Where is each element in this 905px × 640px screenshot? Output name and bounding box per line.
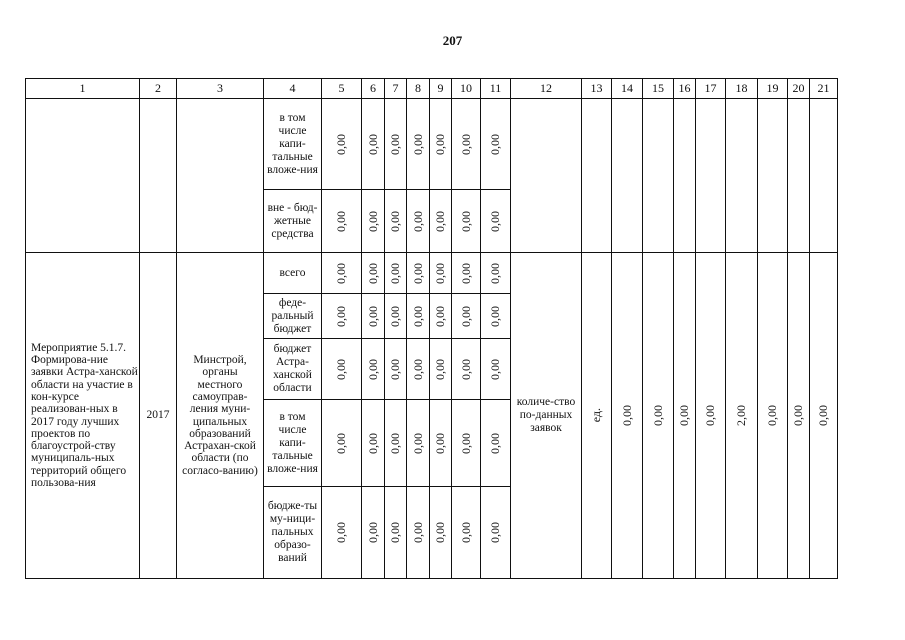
value-cell: 0,00 (452, 99, 481, 190)
indicator-value: 0,00 (643, 253, 674, 579)
empty-cell (582, 99, 612, 253)
program-table (25, 78, 838, 579)
header-cell: 16 (674, 79, 696, 99)
value-cell: 0,00 (322, 190, 362, 253)
header-cell: 6 (362, 79, 385, 99)
value-cell: 0,00 (430, 400, 452, 487)
empty-cell (26, 99, 140, 253)
value-cell: 0,00 (481, 487, 511, 579)
indicator-value: 0,00 (696, 253, 726, 579)
value-cell: 0,00 (481, 294, 511, 339)
header-cell: 1 (26, 79, 140, 99)
value-cell: 0,00 (407, 400, 430, 487)
header-cell: 12 (511, 79, 582, 99)
header-cell: 3 (177, 79, 264, 99)
value-cell: 0,00 (362, 487, 385, 579)
value-cell: 0,00 (362, 294, 385, 339)
header-cell: 19 (758, 79, 788, 99)
value-cell: 0,00 (407, 294, 430, 339)
header-cell: 5 (322, 79, 362, 99)
value-cell: 0,00 (322, 294, 362, 339)
value-cell: 0,00 (481, 339, 511, 400)
value-cell: 0,00 (362, 190, 385, 253)
value-cell: 0,00 (430, 294, 452, 339)
value-cell: 0,00 (481, 253, 511, 294)
indicator-value: 0,00 (612, 253, 643, 579)
value-cell: 0,00 (452, 253, 481, 294)
value-cell: 0,00 (407, 253, 430, 294)
value-cell: 0,00 (452, 400, 481, 487)
value-cell: 0,00 (452, 339, 481, 400)
value-cell: 0,00 (385, 339, 407, 400)
value-cell: 0,00 (322, 400, 362, 487)
header-cell: 4 (264, 79, 322, 99)
page-number: 207 (442, 33, 463, 48)
indicator-value: 0,00 (788, 253, 810, 579)
measure-year: 2017 (140, 253, 177, 579)
funding-source-label: феде-ральный бюджет (264, 294, 322, 339)
empty-cell (140, 99, 177, 253)
indicator-value: 0,00 (758, 253, 788, 579)
empty-cell (726, 99, 758, 253)
value-cell: 0,00 (322, 253, 362, 294)
value-cell: 0,00 (362, 339, 385, 400)
value-cell: 0,00 (385, 400, 407, 487)
funding-source-label: в том числе капи-тальные вложе-ния (264, 99, 322, 190)
empty-cell (511, 99, 582, 253)
header-cell: 18 (726, 79, 758, 99)
empty-cell (758, 99, 788, 253)
funding-source-label: в том числе капи-тальные вложе-ния (264, 400, 322, 487)
value-cell: 0,00 (452, 190, 481, 253)
value-cell: 0,00 (430, 99, 452, 190)
value-cell: 0,00 (385, 487, 407, 579)
value-cell: 0,00 (452, 294, 481, 339)
value-cell: 0,00 (481, 190, 511, 253)
value-cell: 0,00 (362, 253, 385, 294)
value-cell: 0,00 (407, 339, 430, 400)
funding-source-label: вне - бюд-жетные средства (264, 190, 322, 253)
value-cell: 0,00 (481, 99, 511, 190)
value-cell: 0,00 (362, 99, 385, 190)
value-cell: 0,00 (385, 99, 407, 190)
header-cell: 17 (696, 79, 726, 99)
value-cell: 0,00 (407, 190, 430, 253)
empty-cell (643, 99, 674, 253)
header-cell: 2 (140, 79, 177, 99)
value-cell: 0,00 (481, 400, 511, 487)
value-cell: 0,00 (452, 487, 481, 579)
indicator-unit: ед. (582, 253, 612, 579)
empty-cell (177, 99, 264, 253)
measure-name: Мероприятие 5.1.7. Формирова-ние заявки Астра-ханской области на участие в кон-курсе реализован-ных в 2017 году лучших проектов по благоустрой-ству муниципаль-ных территорий общего пользова-ния (26, 253, 140, 579)
header-cell: 8 (407, 79, 430, 99)
header-cell: 7 (385, 79, 407, 99)
empty-cell (674, 99, 696, 253)
value-cell: 0,00 (430, 487, 452, 579)
value-cell: 0,00 (430, 339, 452, 400)
value-cell: 0,00 (322, 487, 362, 579)
header-cell: 21 (810, 79, 838, 99)
header-cell: 10 (452, 79, 481, 99)
header-cell: 9 (430, 79, 452, 99)
value-cell: 0,00 (407, 99, 430, 190)
value-cell: 0,00 (322, 339, 362, 400)
value-cell: 0,00 (430, 253, 452, 294)
value-cell: 0,00 (385, 253, 407, 294)
value-cell: 0,00 (362, 400, 385, 487)
header-cell: 11 (481, 79, 511, 99)
funding-source-label: всего (264, 253, 322, 294)
indicator-name: количе-ство по-данных заявок (511, 253, 582, 579)
value-cell: 0,00 (322, 99, 362, 190)
value-cell: 0,00 (407, 487, 430, 579)
empty-cell (696, 99, 726, 253)
empty-cell (788, 99, 810, 253)
header-cell: 15 (643, 79, 674, 99)
indicator-value: 2,00 (726, 253, 758, 579)
empty-cell (612, 99, 643, 253)
measure-executor: Минстрой, органы местного самоуправ-ления муни-ципальных образований Астрахан-ской области (по согласо-ванию) (177, 253, 264, 579)
header-cell: 20 (788, 79, 810, 99)
indicator-value: 0,00 (674, 253, 696, 579)
header-cell: 13 (582, 79, 612, 99)
funding-source-label: бюджет Астра-ханской области (264, 339, 322, 400)
value-cell: 0,00 (385, 294, 407, 339)
value-cell: 0,00 (430, 190, 452, 253)
empty-cell (810, 99, 838, 253)
header-cell: 14 (612, 79, 643, 99)
funding-source-label: бюдже-ты му-ници-пальных образо-ваний (264, 487, 322, 579)
indicator-value: 0,00 (810, 253, 838, 579)
value-cell: 0,00 (385, 190, 407, 253)
